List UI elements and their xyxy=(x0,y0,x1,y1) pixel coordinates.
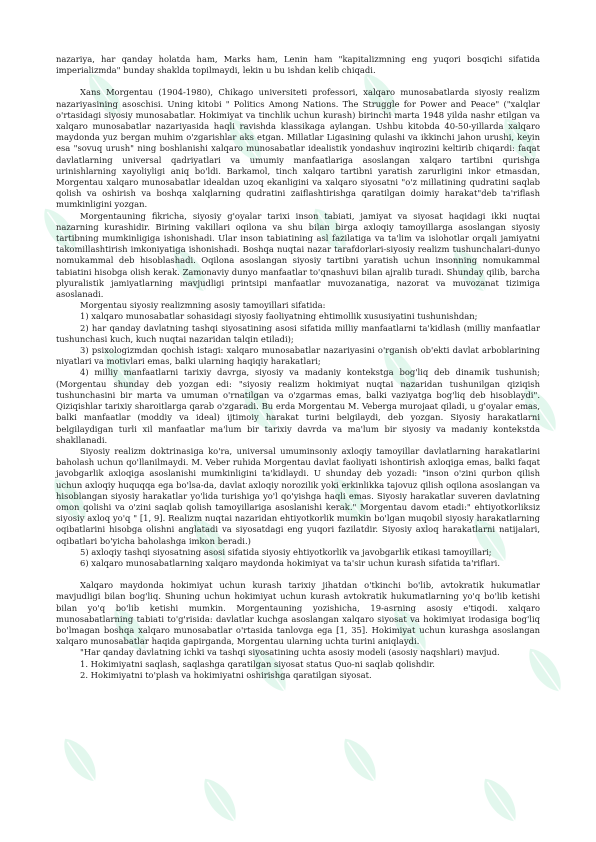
paragraph: Morgentau siyosiy realizmning asosiy tamoyillari sifatida: xyxy=(80,300,326,311)
leaf-icon xyxy=(56,733,105,791)
paragraph: Xalqaro maydonda hokimiyat uchun kurash tarixiy jihatdan o'tkinchi bo'lib, avtokratik hukumatlar mavjudligi bilan bog'liq. Shuning uchun hokimiyat uchun kurash avtokratik hukumatlarning yo'q bo'lib ketishi bilan yo'q bo'lib ketishi mumkin. Morgentauning yozishicha, 19-asrning asosiy e'tiqodi. xalqaro munosabatlarning tabiati to'g'risida: davlatlar kuchga asoslangan xalqaro siyosat va hokimiyat irodasiga bog'liq bo'lmagan boshqa xalqaro munosabatlar o'rtasida tanlovga ega [1, 35]. Hokimiyat uchun kurashga asoslangan xalqaro munosabatlar haqida gapirganda, Morgentau ularning uchta turini aniqlaydi. xyxy=(56,580,540,647)
document-body xyxy=(56,54,540,681)
paragraph: "Har qanday davlatning ichki va tashqi siyosatining uchta asosiy modeli (asosiy naqshlari) mavjud. xyxy=(80,647,500,658)
paragraph: 1) xalqaro munosabatlar sohasidagi siyosiy faoliyatning ehtimollik xususiyatini tushunishdan; xyxy=(80,311,478,322)
paragraph: Xans Morgentau (1904-1980), Chikago universiteti professori, xalqaro munosabatlarda siyosiy realizm nazariyasining asoschisi. Uning kitobi " Politics Among Nations. The Struggle for Power and Peace" ("xalqlar o'rtasidagi siyosiy munosabatlar. Hokimiyat va tinchlik uchun kurash) birinchi marta 1948 yilda nashr etilgan va xalqaro munosabatlar nazariyasida haqli ravishda klassikaga aylangan. Ushbu kitobda 40-50-yillarda xalqaro maydonda yuz bergan muhim o'zgarishlar aks etgan. Millatlar Ligasining qulashi va ikkinchi jahon urushi, keyin esa "sovuq urush" ning boshlanishi xalqaro munosabatlar idealistik yondashuv inqirozini keltirib chiqardi: faqat davlatlarning universal qadriyatlari va umumiy manfaatlariga asoslangan xalqaro tartibni qurishga urinishlarning xayoliyligi aniq bo'ldi. Barkamol, tinch xalqaro tartibni yaratish zarurligini inkor etmasdan, Morgentau xalqaro munosabatlar idealdan uzoq ekanligini va xalqaro siyosatni "o'z millatining qudratini saqlab qolish va oshirish va boshqa xalqlarning qudratini zaiflashtirishga qaratilgan doimiy harakat"deb ta'riflash mumkinligini yozgan. xyxy=(56,87,540,210)
paragraph: Morgentauning fikricha, siyosiy g'oyalar tarixi inson tabiati, jamiyat va siyosat haqidagi ikki nuqtai nazarning kurashidir. Birining vakillari oqilona va shu bilan birga axloqiy tamoyillarga asoslangan siyosiy tartibning mumkinligiga ishonishadi. Ular inson tabiatining asl fazilatiga va ta'lim va islohotlar orqali jamiyatni takomillashtirish imkoniyatiga ishonishadi. Boshqa nuqtai nazar tarafdorlari-siyosiy realizm tushunchalari-dunyo nomukammal deb hisoblashadi. Oqilona asoslangan siyosiy tartibni yaratish uchun insonning nomukammal tabiatini hisobga olish kerak. Zamonaviy dunyo manfaatlar to'qnashuvi bilan ajralib turadi. Shunday qilib, barcha plyuralistik jamiyatlarning mavjudligi printsipi manfaatlar muvozanatiga, nazorat va muvozanat tizimiga asoslanadi. xyxy=(56,210,540,300)
paragraph: nazariya, har qanday holatda ham, Marks ham, Lenin ham "kapitalizmning eng yuqori bosqichi sifatida imperializmda" bunday shaklda topilmaydi, lekin u bu ishdan kelib chiqadi. xyxy=(56,54,540,76)
paragraph: 6) xalqaro munosabatlarning xalqaro maydonda hokimiyat va ta'sir uchun kurash sifatida ta'riflari. xyxy=(80,557,500,568)
paragraph-spacer xyxy=(56,569,540,580)
paragraph: 4) milliy manfaatlarni tarixiy davrga, siyosiy va madaniy kontekstga bog'liq deb dinamik tushunish; (Morgentau shunday deb yozgan edi: "siyosiy realizm hokimiyat nuqtai nazaridan tushunilgan qiziqish tushunchasini bir marta va umuman o'rnatilgan va o'zgarmas emas, balki vaziyatga bog'liq deb hisoblaydi". Qiziqishlar tarixiy sharoitlarga qarab o'zgaradi. Bu erda Morgentau M. Veberga murojaat qiladi, u g'oyalar emas, balki manfaatlar (moddiy va ideal) ijtimoiy harakat turini belgilaydi, deb yozgan. Siyosiy harakatlarni belgilaydigan turli xil manfaatlar ma'lum bir tarixiy davrda va ma'lum bir siyosiy va madaniy kontekstda shakllanadi. xyxy=(56,367,540,445)
leaf-icon xyxy=(476,773,525,831)
paragraph: 3) psixologizmdan qochish istagi: xalqaro munosabatlar nazariyasini o'rganish ob'ekti davlat arboblarining niyatlari va motivlari emas, balki ularning haqiqiy harakatlari; xyxy=(56,345,540,367)
paragraph: 2. Hokimiyatni to'plash va hokimiyatni oshirishga qaratilgan siyosat. xyxy=(80,669,372,680)
paragraph: 5) axloqiy tashqi siyosatning asosi sifatida siyosiy ehtiyotkorlik va javobgarlik etikasi tamoyillari; xyxy=(80,546,492,557)
paragraph-spacer xyxy=(56,76,540,87)
paragraph: 1. Hokimiyatni saqlash, saqlashga qaratilgan siyosat status Quo-ni saqlab qolishdir. xyxy=(80,658,435,669)
leaf-icon xyxy=(196,773,245,831)
leaf-icon xyxy=(336,733,385,791)
paragraph: 2) har qanday davlatning tashqi siyosatining asosi sifatida milliy manfaatlarni ta'kidlash (milliy manfaatlar tushunchasi kuch, kuch nuqtai nazaridan talqin etiladi); xyxy=(56,322,540,344)
paragraph: Siyosiy realizm doktrinasiga ko'ra, universal umuminsoniy axloqiy tamoyillar davlatlarning harakatlarini baholash uchun qo'llanilmaydi. M. Veber ruhida Morgentau davlat faoliyati ishontirish axloqiga emas, balki faqat javobgarlik axloqiga asoslanishi mumkinligini ta'kidlaydi. U shunday deb yozadi: "inson o'zini qurbon qilish uchun axloqiy huquqqa ega bo'lsa-da, davlat axloqiy norozilik yoki erkinlikka tajovuz qilish oqilona asoslangan va hisoblangan siyosiy harakatlar yo'lida turishiga yo'l qo'yishga haqli emas. Siyosiy harakatlar suveren davlatning omon qolishi va o'zini saqlab qolish tamoyillariga asoslanishi kerak." Morgentau davom etadi:" ehtiyotkorliksiz siyosiy axloq yo'q " [1, 9]. Realizm nuqtai nazaridan ehtiyotkorlik mumkin bo'lgan muqobil siyosiy harakatlarning oqibatlarini hisobga olishni anglatadi va siyosatdagi eng yuqori fazilatdir. Siyosiy axloq harakatlarni natijalari, oqibatlari bo'yicha baholashga imkon beradi.) xyxy=(56,445,540,546)
